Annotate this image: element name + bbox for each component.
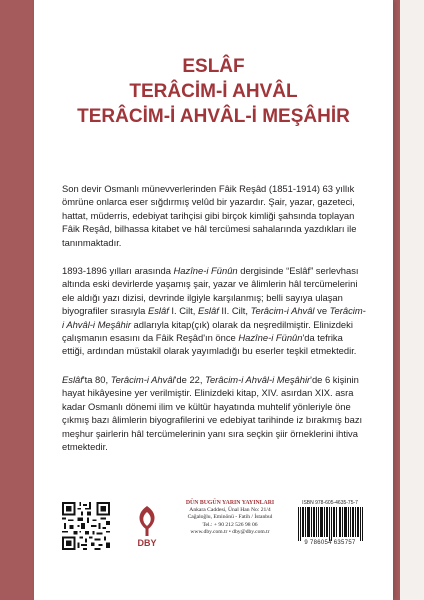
isbn-number: ISBN 978-605-4635-75-7	[302, 500, 358, 506]
dby-logo-icon	[130, 502, 164, 550]
footer	[62, 498, 366, 553]
publisher-address-2: Cağaloğlu, Eminönü - Fatih / İstanbul	[187, 514, 273, 521]
title-teracim-i-ahval: TERÂCİM-İ AHVÂL	[129, 81, 298, 102]
publisher-address-1: Ankara Caddesi, Ünal Han No: 21/4	[189, 507, 271, 514]
qr-code-icon	[62, 502, 110, 550]
publisher-phone: Tel.: + 90 212 526 98 06	[202, 521, 258, 528]
blurb-text	[62, 182, 366, 468]
ean-number: 9 786054 635757	[304, 540, 356, 546]
barcode	[294, 500, 366, 552]
paragraph-3: Eslâf'ta 80, Terâcim-i Ahvâl'de 22, Terâcim-i Ahvâl-i Meşâhir'de 6 kişinin hayat hikâyesine yer verilmiştir. Elinizdeki kitap, XIV. asırdan XIX. asra kadar Osmanlı dönemi ilim ve kültür hayatında muhtelif yönleriyle öne çıkmış bazı âlimlerin biyografilerini ve edebiyat tarihinde iz bırakmış bazı meşhur şairlerin hâl tercümelerinin yanı sıra seçkin şiir örneklerini ihtiva etmektedir.	[62, 373, 363, 452]
title-teracim-i-ahval-i-mesahir: TERÂCİM-İ AHVÂL-İ MEŞÂHİR	[77, 106, 350, 127]
publisher-name: DÜN BUGÜN YARIN YAYINLARI	[185, 500, 275, 506]
adjacent-page-edge	[400, 0, 424, 600]
back-cover	[34, 0, 393, 600]
paragraph-1: Son devir Osmanlı münevverlerinden Fâik Reşâd (1851-1914) 63 yıllık ömrüne onlarca eser sığdırmış velûd bir yazardır. Şair, yazar, gazeteci, hattat, müderris, edebiyat tarihçisi gibi birçok kimliği şahsında toplayan Fâik Reşâd, bilhassa kitabet ve hâl tercümesi sahalarında yazdıkları ile tanınmaktadır.	[62, 183, 357, 248]
publisher-info	[170, 500, 290, 536]
barcode-icon	[296, 507, 364, 541]
logo-lettering: DBY	[137, 538, 157, 548]
paragraph-2: 1893-1896 yılları arasında Hazîne-i Fünûn dergisinde “Eslâf” serlevhası altında eski devirlerde yaşamış şair, yazar ve âlimlerin hâl tercümelerini ele aldığı yazı dizisi, devrinde ilgiyle karşılanmış; belli sayıya ulaşan biyografiler sırasıyla Eslâf I. Cilt, Eslâf II. Cilt, Terâcim-i Ahvâl ve Terâcim-i Ahvâl-i Meşâhir adlarıyla kitap(çık) olarak da neşredilmiştir. Elinizdeki çalışmanın esasını da Fâik Reşâd'ın önce Hazîne-i Fünûn'da tefrika ettiği, ardından müstakil olarak yayımladığı bu eserler teşkil etmektedir.	[62, 265, 366, 357]
title-eslaf: ESLÂF	[182, 56, 245, 77]
publisher-web: www.dby.com.tr • dby@dby.com.tr	[190, 528, 270, 535]
title-block	[34, 54, 393, 129]
